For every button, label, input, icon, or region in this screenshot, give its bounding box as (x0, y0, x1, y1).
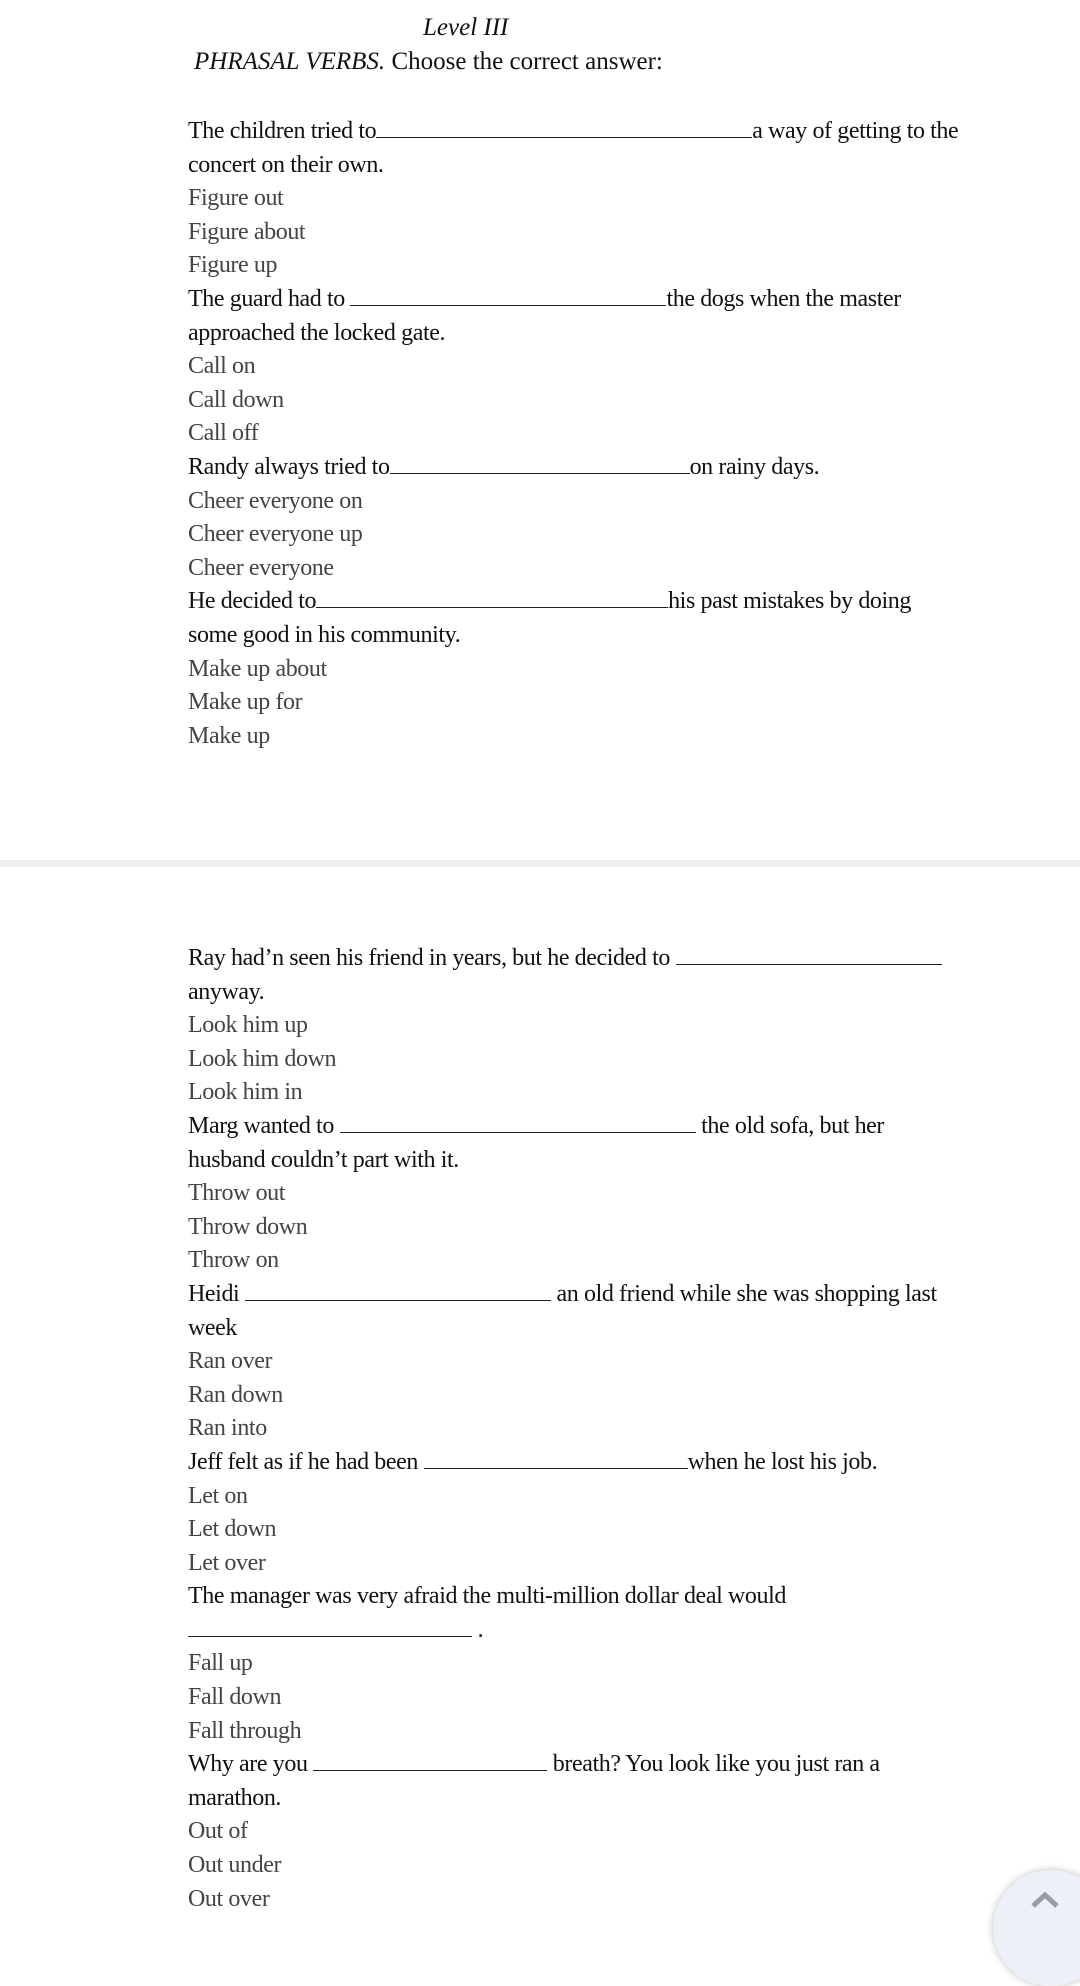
answer-option[interactable]: Cheer everyone (188, 554, 334, 581)
answer-option[interactable]: Ran over (188, 1348, 273, 1375)
answer-option[interactable]: Throw out (188, 1180, 286, 1207)
answer-option[interactable]: Out under (188, 1852, 282, 1879)
question-text (188, 942, 1008, 976)
question-before: Heidi (188, 1280, 245, 1307)
answer-option[interactable]: Let over (188, 1549, 266, 1576)
question-before: The guard had to (188, 285, 351, 312)
answer-blank[interactable] (340, 1110, 696, 1133)
answer-option[interactable]: Let on (188, 1482, 248, 1509)
answer-option[interactable]: Ran into (188, 1415, 267, 1442)
question-continuation: concert on their own. (188, 151, 384, 178)
question-continuation: anyway. (188, 978, 265, 1005)
question-text (188, 1110, 1008, 1144)
question-before: Ray had’n seen his friend in years, but he decided to (188, 945, 676, 971)
answer-blank[interactable] (424, 1446, 688, 1469)
answer-blank[interactable] (316, 585, 668, 608)
answer-option[interactable]: Figure about (188, 218, 306, 245)
question-blank-line (188, 1614, 1008, 1648)
answer-option[interactable]: Ran down (188, 1381, 283, 1408)
page-2-questions (188, 942, 1008, 1916)
answer-blank[interactable] (376, 115, 752, 138)
page-1-questions (188, 115, 1008, 753)
question-text (188, 1446, 1008, 1480)
answer-option[interactable]: Cheer everyone up (188, 521, 363, 548)
answer-option[interactable]: Make up for (188, 689, 303, 716)
question-before: Marg wanted to (188, 1112, 340, 1139)
answer-option[interactable]: Throw down (188, 1213, 308, 1240)
question-continuation: some good in his community. (188, 621, 461, 648)
answer-option[interactable]: Fall through (188, 1717, 302, 1744)
answer-option[interactable]: Look him down (188, 1045, 337, 1072)
answer-option[interactable]: Make up about (188, 655, 327, 682)
question-before: Jeff felt as if he had been (188, 1448, 424, 1475)
question-before: Randy always tried to (188, 453, 390, 480)
question-before: Why are you (188, 1751, 314, 1778)
answer-option[interactable]: Call down (188, 386, 284, 413)
question-after: . (472, 1616, 484, 1643)
question-text (188, 451, 1008, 485)
answer-option[interactable]: Throw on (188, 1247, 279, 1274)
answer-blank[interactable] (313, 1748, 547, 1771)
question-before: He decided to (188, 588, 317, 615)
answer-option[interactable]: Fall up (188, 1650, 253, 1677)
answer-option[interactable]: Cheer everyone on (188, 487, 363, 514)
answer-blank[interactable] (676, 942, 942, 965)
question-text (188, 115, 1008, 149)
instructions-topic: PHRASAL VERBS. (194, 48, 386, 75)
page-separator (0, 860, 1080, 867)
question-after: the old sofa, but her (695, 1112, 885, 1139)
answer-option[interactable]: Make up (188, 722, 270, 749)
instructions (194, 48, 663, 76)
question-continuation: husband couldn’t part with it. (188, 1146, 459, 1173)
chevron-up-icon (1030, 1890, 1060, 1910)
question-text (188, 1580, 1008, 1614)
answer-option[interactable]: Out over (188, 1885, 270, 1912)
answer-option[interactable]: Figure up (188, 252, 278, 279)
question-text (188, 1278, 1008, 1312)
question-after: a way of getting to the (752, 118, 959, 144)
answer-blank[interactable] (350, 283, 666, 306)
question-continuation: marathon. (188, 1784, 282, 1811)
question-continuation: week (188, 1314, 238, 1341)
answer-option[interactable]: Look him up (188, 1012, 308, 1039)
answer-option[interactable]: Let down (188, 1516, 277, 1543)
question-text (188, 1748, 1008, 1782)
answer-option[interactable]: Look him in (188, 1079, 303, 1106)
answer-blank[interactable] (390, 451, 690, 474)
answer-option[interactable]: Call on (188, 353, 256, 380)
question-after: the dogs when the master (666, 285, 901, 312)
answer-option[interactable]: Fall down (188, 1684, 282, 1711)
question-text (188, 585, 1008, 619)
answer-blank[interactable] (188, 1614, 472, 1637)
answer-option[interactable]: Call off (188, 420, 259, 447)
question-after: on rainy days. (689, 453, 820, 480)
question-after: an old friend while she was shopping last (550, 1280, 937, 1307)
question-after: his past mistakes by doing (668, 588, 912, 615)
question-continuation: approached the locked gate. (188, 319, 446, 346)
answer-option[interactable]: Figure out (188, 185, 284, 212)
question-before: The manager was very afraid the multi-million dollar deal would (188, 1583, 786, 1610)
question-text (188, 283, 1008, 317)
question-after: breath? You look like you just ran a (547, 1751, 880, 1778)
question-after: when he lost his job. (687, 1448, 878, 1475)
level-title: Level III (423, 14, 509, 41)
question-before: The children tried to (188, 118, 377, 144)
answer-option[interactable]: Out of (188, 1818, 248, 1845)
instructions-text: Choose the correct answer: (385, 48, 663, 75)
answer-blank[interactable] (245, 1278, 551, 1301)
